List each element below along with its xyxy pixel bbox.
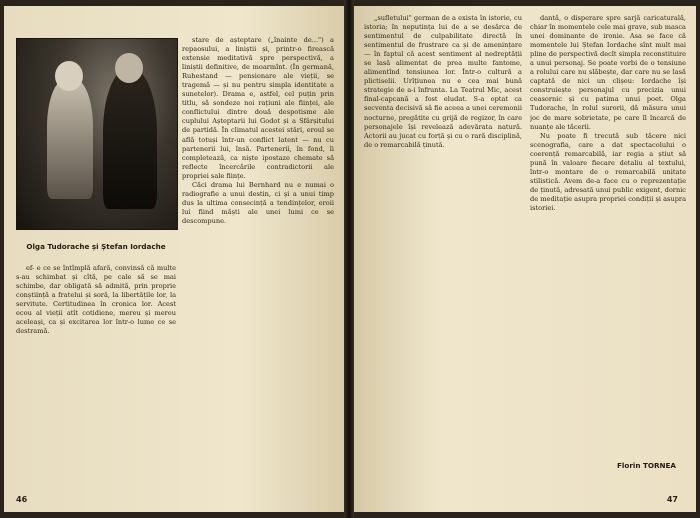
photo-caption: Olga Tudorache și Ștefan Iordache [26,242,166,251]
right-page-column-left [364,14,522,460]
actress-head [55,61,83,91]
actress-figure [47,79,93,199]
page-number-right: 47 [666,495,678,504]
paragraph: Nu poate fi trecută sub tăcere nici scenografia, care a dat spectacolului o coerență remarcabilă, iar regia a știut să pună în valoare fiecare detaliu al textului, într-o montare de o remarcabilă unitate stilistică. Avem de-a face cu o reprezentație de ținută, adresată unui public exigent, dornic de meditație asupra propriei condiții și asupra istoriei. [530,131,686,212]
left-page-column-left [16,264,176,454]
page-number-left: 46 [16,495,28,504]
binding-gutter [344,0,354,518]
production-photo [16,38,178,230]
paragraph: dantă, o disperare spre sarjă caricaturală, chiar în momentele cele mai grave, sub masca unei dominante de ironie. Asa se face că momentele lui Ștefan Iordache sînt mult mai pline de perspectivă decît simpla reconstituire a unui personaj. Se poate vorbi de o tensiune a rolului care nu slăbește, dar care nu se lasă captată de nici un clișeu: Iordache își construiește personajul cu precizia unui ceasornic și cu patima unui poet. Olga Tudorache, în rolul surorii, dă măsura unui joc de mare sobrietate, pe care îl încarcă de nuanțe ale tăcerii. [530,14,686,131]
actor-figure [103,69,157,209]
paragraph: „sufletului" german de a exista în istorie, cu istoria; în neputința lui de a se desărca de sentimentul de culpabilitate directă în sentimentul de frustrare ca și de amenințare — în faptul că acest sentiment al nedreptății se lasă alimentat de prea multe fantome, alimentînd tensiunea lor. Într-o cultură a plictiselii. Urîțiunea nu e cea mai bună strategie de a-i înfrunta. La Teatrul Mic, acest final-capcană a fost eludat. S-a optat ca secventa decisivă să fie aceea a unei ceremonii nocturne, pregătite cu grijă de regizor, în care personajele își revelează adevărata natură. Actorii au jucat cu forță și cu o rară disciplină, de o remarcabilă ținută. [364,14,522,149]
paragraph: stare de așteptare („înainte de...") a repaosului, a liniștii și, printr-o firească extensie meditativă spre perspectivă, a liniștii definitive, de moarmînt. (În germană, Ruhestand — pensionare ale vieții, se tragemă — și nu pentru simpla identitate a sunetelor). Drama e, astfel, cel puțin prin titlu, să sondeze noi rațiuni ale ființei, ale conflictului dintre două despotisme ale cuplului Așteptarii lui Godot și a Sfârșitului de partidă. În climatul acestei stări, eroul se află totuși într-un conflict latent — nu cu partenerii lui, însă. Partenerii, în fond, îi completează, ca niște ipostaze chemate să reflecte încercările contradictorii ale propriei sale ființe. [182,36,334,180]
paragraph: ef- e ce se întîmplă afară, convinsă că multe s-au schimbat și cîtă, pe cale să se mai schimbe, dar obligată să admită, prin proprie conștiință a fratelui și soră, la libertățile lor, la servitute. Certitudinea în cronica lor. Acest ecou al vieții atît cotidiene, mereu și mereu aceleași, ca și excitarea lor într-o lume ce se destramă. [16,264,176,336]
right-page [354,6,696,512]
right-page-column-right [530,14,686,454]
author-signature: Florin TORNEA [617,461,676,470]
actor-head [115,53,143,83]
left-page [4,6,344,512]
paragraph: Căci drama lui Bernhard nu e numai o radiografie a unui destin, ci și a unui timp dus la ultima consecință a tendințelor, eroii lui fiind măști ale unei lumi ce se descompune. [182,180,334,225]
left-page-column-right [182,36,334,454]
